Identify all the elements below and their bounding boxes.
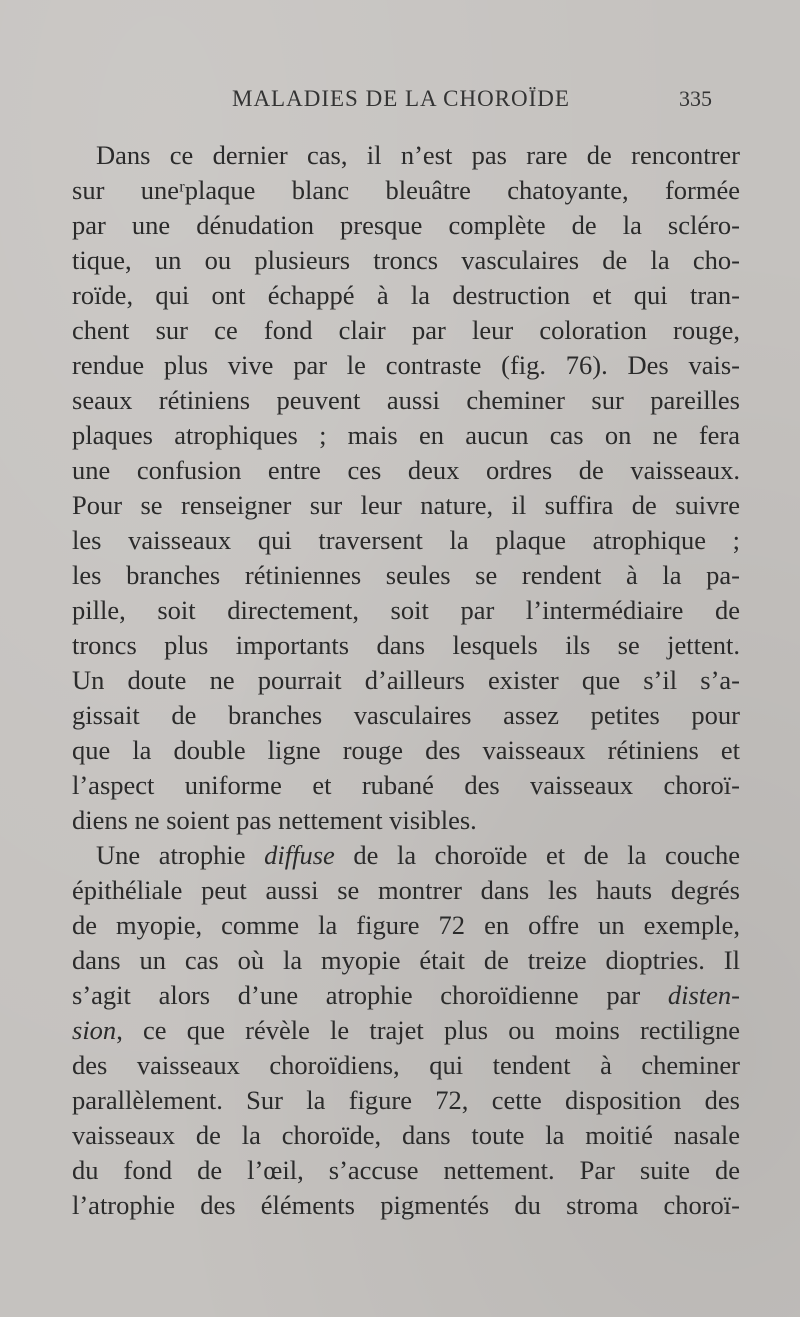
text-run: de la choroïde et de la couche: [334, 840, 740, 870]
text-line: des vaisseaux choroïdiens, qui tendent à cheminer: [72, 1050, 740, 1080]
text-line: [72, 1013, 740, 1048]
text-line: vaisseaux de la choroïde, dans toute la moitié nasale: [72, 1120, 740, 1150]
body-text: [72, 138, 740, 1223]
page-number: 335: [679, 86, 712, 111]
paragraph-2: [72, 838, 740, 1223]
text-line: Un doute ne pourrait d’ailleurs exister que s’il s’a-: [72, 665, 740, 695]
text-line: Pour se renseigner sur leur nature, il suffira de suivre: [72, 490, 740, 520]
text-line: dans un cas où la myopie était de treize dioptries. Il: [72, 945, 740, 975]
italic-term: disten-: [667, 980, 740, 1010]
text-line: rendue plus vive par le contraste (fig. 76). Des vais-: [72, 350, 740, 380]
text-line: épithéliale peut aussi se montrer dans les hauts degrés: [72, 875, 740, 905]
text-line: seaux rétiniens peuvent aussi cheminer sur pareilles: [72, 385, 740, 415]
running-head: [232, 86, 712, 120]
text-line: tique, un ou plusieurs troncs vasculaires de la cho-: [72, 245, 740, 275]
text-line: chent sur ce fond clair par leur coloration rouge,: [72, 315, 740, 345]
text-line: du fond de l’œil, s’accuse nettement. Par suite de: [72, 1155, 740, 1185]
running-title: MALADIES DE LA CHOROÏDE: [232, 86, 570, 111]
text-line: l’atrophie des éléments pigmentés du stroma choroï-: [72, 1190, 740, 1220]
text-line: l’aspect uniforme et rubané des vaisseaux choroï-: [72, 770, 740, 800]
text-line: pille, soit directement, soit par l’intermédiaire de: [72, 595, 740, 625]
italic-term: sion: [72, 1015, 117, 1045]
text-line: que la double ligne rouge des vaisseaux rétiniens et: [72, 735, 740, 765]
text-line: parallèlement. Sur la figure 72, cette disposition des: [72, 1085, 740, 1115]
text-line: [72, 838, 740, 873]
text-line: plaques atrophiques ; mais en aucun cas on ne fera: [72, 420, 740, 450]
text-run: , ce que révèle le trajet plus ou moins rectiligne: [116, 1015, 740, 1045]
text-run: Une atrophie: [96, 840, 265, 870]
text-line: gissait de branches vasculaires assez petites pour: [72, 700, 740, 730]
text-line: diens ne soient pas nettement visibles.: [72, 805, 477, 835]
text-line: Dans ce dernier cas, il n’est pas rare de rencontrer: [96, 140, 740, 170]
text-line: troncs plus importants dans lesquels ils se jettent.: [72, 630, 740, 660]
text-run: s’agit alors d’une atrophie choroïdienne par: [72, 980, 668, 1010]
italic-term: diffuse: [264, 840, 335, 870]
paragraph-1: [72, 138, 740, 838]
text-line: sur uneʳplaque blanc bleuâtre chatoyante, formée: [72, 175, 740, 205]
text-line: les branches rétiniennes seules se rendent à la pa-: [72, 560, 740, 590]
text-line: de myopie, comme la figure 72 en offre un exemple,: [72, 910, 740, 940]
text-line: roïde, qui ont échappé à la destruction et qui tran-: [72, 280, 740, 310]
text-line: les vaisseaux qui traversent la plaque atrophique ;: [72, 525, 740, 555]
text-line: une confusion entre ces deux ordres de vaisseaux.: [72, 455, 740, 485]
text-line: [72, 978, 740, 1013]
text-line: par une dénudation presque complète de la scléro-: [72, 210, 740, 240]
